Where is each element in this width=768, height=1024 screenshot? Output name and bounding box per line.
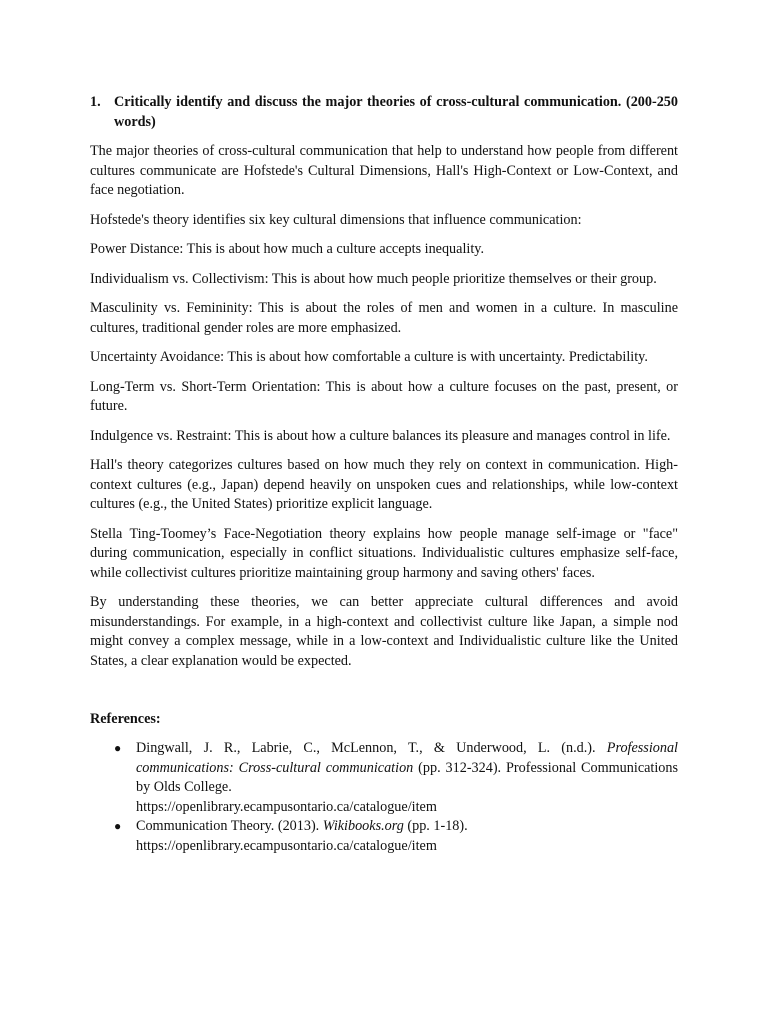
question-heading xyxy=(90,92,678,132)
reference-authors: Dingwall, J. R., Labrie, C., McLennon, T., & Underwood, L. (n.d.). xyxy=(136,740,607,756)
uncertainty-avoidance-paragraph: Uncertainty Avoidance: This is about how comfortable a culture is with uncertainty. Predictability. xyxy=(90,349,648,365)
reference-details: (pp. 312-324). Professional Communications by Olds College. xyxy=(136,759,679,795)
face-negotiation-paragraph: Stella Ting-Toomey’s Face-Negotiation theory explains how people manage self-image or "face" during communication, especially in conflict situations. Individualistic cultures emphasize self-face, while collectivist cultures prioritize maintaining group harmony and saving others' faces. xyxy=(90,525,678,581)
reference-details: (pp. 1-18). xyxy=(403,818,468,834)
reference-url[interactable]: https://openlibrary.ecampusontario.ca/catalogue/item xyxy=(136,798,437,815)
reference-title: Professional communications: Cross-cultural communication xyxy=(136,740,678,776)
references-heading: References: xyxy=(90,711,161,727)
masculinity-paragraph: Masculinity vs. Femininity: This is about the roles of men and women in a culture. In masculine cultures, traditional gender roles are more emphasized. xyxy=(90,300,678,336)
reference-title: Wikibooks.org xyxy=(322,818,404,834)
bullet-icon: ● xyxy=(114,819,122,833)
reference-url[interactable]: https://openlibrary.ecampusontario.ca/catalogue/item xyxy=(136,837,437,854)
references-list xyxy=(90,739,678,856)
individualism-paragraph: Individualism vs. Collectivism: This is about how much people prioritize themselves or their group. xyxy=(90,270,657,287)
reference-item xyxy=(90,817,678,856)
long-term-orientation-paragraph: Long-Term vs. Short-Term Orientation: This is about how a culture focuses on the past, present, or future. xyxy=(90,378,678,414)
conclusion-paragraph: By understanding these theories, we can better appreciate cultural differences and avoid misunderstandings. For example, in a high-context and collectivist culture like Japan, a simple nod might convey a complex message, while in a low-context and Individualistic culture like the United States, a clear explanation would be expected. xyxy=(90,594,678,669)
hall-theory-paragraph: Hall's theory categorizes cultures based on how much they rely on context in communication. High-context cultures (e.g., Japan) depend heavily on unspoken cues and relationships, while low-context cultures (e.g., the United States) prioritize explicit language. xyxy=(90,457,678,512)
bullet-icon: ● xyxy=(114,741,122,755)
intro-paragraph: The major theories of cross-cultural communication that help to understand how people from different cultures communicate are Hofstede's Cultural Dimensions, Hall's High-Context or Low-Context, and face negotiation. xyxy=(90,143,678,198)
reference-item xyxy=(90,739,678,817)
question-text: Critically identify and discuss the major theories of cross-cultural communication. (200-250 words) xyxy=(114,94,678,130)
power-distance-paragraph: Power Distance: This is about how much a culture accepts inequality. xyxy=(90,241,484,257)
indulgence-paragraph: Indulgence vs. Restraint: This is about how a culture balances its pleasure and manages control in life. xyxy=(90,427,671,444)
hofstede-intro-paragraph: Hofstede's theory identifies six key cultural dimensions that influence communication: xyxy=(90,211,582,228)
reference-authors: Communication Theory. (2013). xyxy=(136,818,323,834)
question-number: 1. xyxy=(90,94,101,110)
